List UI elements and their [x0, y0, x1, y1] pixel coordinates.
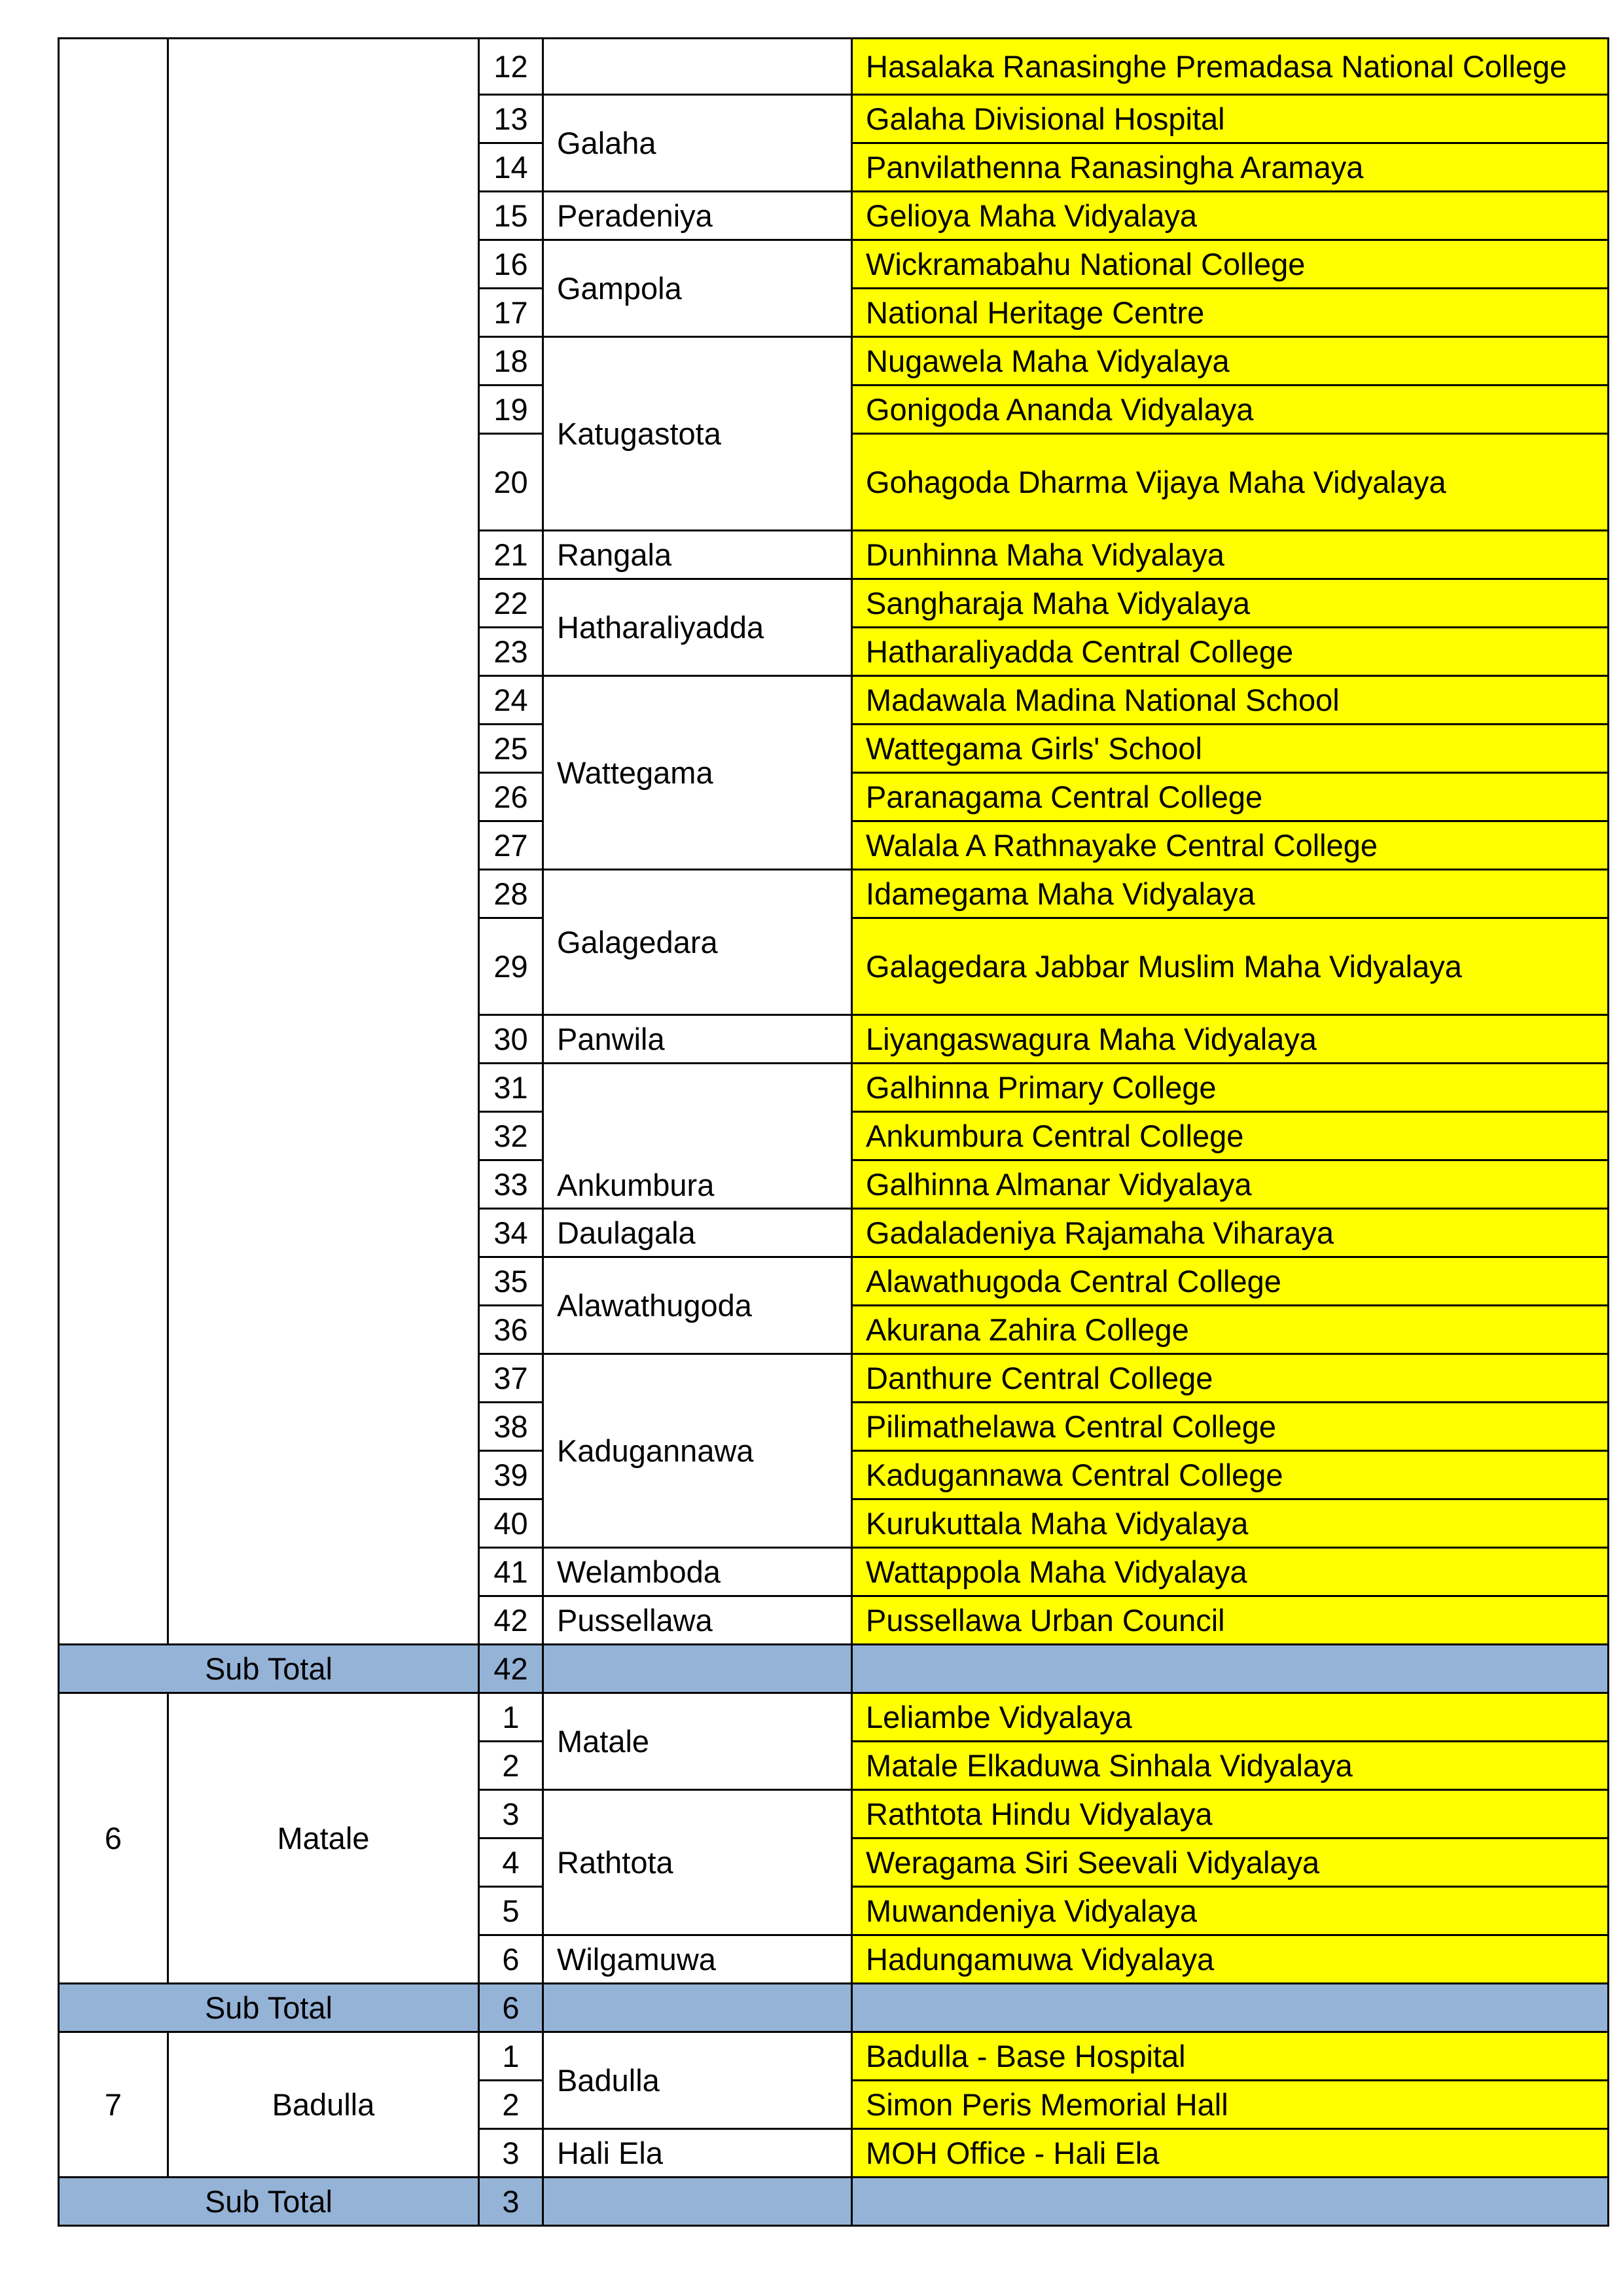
row-number: 1 — [479, 1693, 543, 1742]
location-cell: Galagedara Jabbar Muslim Maha Vidyalaya — [852, 918, 1609, 1015]
place-cell: Wattegama — [543, 676, 852, 870]
place-cell: Welamboda — [543, 1548, 852, 1596]
row-number: 13 — [479, 95, 543, 143]
location-cell: Walala A Rathnayake Central College — [852, 821, 1609, 870]
location-cell: Sangharaja Maha Vidyalaya — [852, 579, 1609, 628]
row-number: 34 — [479, 1209, 543, 1257]
location-cell: Hadungamuwa Vidyalaya — [852, 1935, 1609, 1984]
location-cell: Hasalaka Ranasinghe Premadasa National College — [852, 39, 1609, 95]
location-cell: Wattegama Girls' School — [852, 725, 1609, 773]
location-cell: Wattappola Maha Vidyalaya — [852, 1548, 1609, 1596]
row-number: 17 — [479, 289, 543, 337]
subtotal-blank — [543, 1984, 852, 2032]
place-cell: Pussellawa — [543, 1596, 852, 1645]
location-cell: Panvilathenna Ranasingha Aramaya — [852, 143, 1609, 192]
row-number: 40 — [479, 1499, 543, 1548]
place-cell — [543, 1064, 852, 1209]
subtotal-blank — [852, 1984, 1609, 2032]
location-cell: MOH Office - Hali Ela — [852, 2129, 1609, 2178]
row-number: 16 — [479, 240, 543, 289]
place-cell: Badulla — [543, 2032, 852, 2129]
row-number: 3 — [479, 1790, 543, 1839]
row-number: 22 — [479, 579, 543, 628]
row-number: 38 — [479, 1403, 543, 1451]
location-cell: Gelioya Maha Vidyalaya — [852, 192, 1609, 240]
row-number: 21 — [479, 531, 543, 579]
location-cell: Ankumbura Central College — [852, 1112, 1609, 1160]
location-cell: Galhinna Primary College — [852, 1064, 1609, 1112]
location-cell: Hatharaliyadda Central College — [852, 628, 1609, 676]
location-cell: Akurana Zahira College — [852, 1306, 1609, 1354]
centers-table — [58, 37, 1609, 2227]
row-number: 36 — [479, 1306, 543, 1354]
subtotal-label: Sub Total — [59, 2178, 479, 2226]
row-number: 5 — [479, 1887, 543, 1935]
district-name-cell — [168, 39, 479, 1645]
subtotal-row — [59, 1984, 1609, 2032]
location-cell: Gohagoda Dharma Vijaya Maha Vidyalaya — [852, 434, 1609, 531]
row-number: 6 — [479, 1935, 543, 1984]
location-cell: Madawala Madina National School — [852, 676, 1609, 725]
place-cell: Matale — [543, 1693, 852, 1790]
place-cell: Daulagala — [543, 1209, 852, 1257]
location-cell: Matale Elkaduwa Sinhala Vidyalaya — [852, 1742, 1609, 1790]
location-cell: Galhinna Almanar Vidyalaya — [852, 1160, 1609, 1209]
row-number: 18 — [479, 337, 543, 386]
row-number: 4 — [479, 1839, 543, 1887]
row-number: 2 — [479, 2081, 543, 2129]
subtotal-count: 6 — [479, 1984, 543, 2032]
subtotal-blank — [543, 2178, 852, 2226]
location-cell: Alawathugoda Central College — [852, 1257, 1609, 1306]
location-cell: Danthure Central College — [852, 1354, 1609, 1403]
location-cell: Dunhinna Maha Vidyalaya — [852, 531, 1609, 579]
location-cell: Pussellawa Urban Council — [852, 1596, 1609, 1645]
subtotal-label: Sub Total — [59, 1984, 479, 2032]
place-cell: Alawathugoda — [543, 1257, 852, 1354]
location-cell: Liyangaswagura Maha Vidyalaya — [852, 1015, 1609, 1064]
row-number: 33 — [479, 1160, 543, 1209]
location-cell: Idamegama Maha Vidyalaya — [852, 870, 1609, 918]
district-name-cell: Matale — [168, 1693, 479, 1984]
row-number: 30 — [479, 1015, 543, 1064]
row-number: 32 — [479, 1112, 543, 1160]
row-number: 37 — [479, 1354, 543, 1403]
subtotal-blank — [852, 1645, 1609, 1693]
row-number: 28 — [479, 870, 543, 918]
row-number: 29 — [479, 918, 543, 1015]
district-number-cell: 7 — [59, 2032, 168, 2178]
place-cell: Panwila — [543, 1015, 852, 1064]
row-number: 24 — [479, 676, 543, 725]
location-cell: Muwandeniya Vidyalaya — [852, 1887, 1609, 1935]
location-cell: Wickramabahu National College — [852, 240, 1609, 289]
subtotal-row — [59, 1645, 1609, 1693]
table-row — [59, 1693, 1609, 1742]
place-cell: Gampola — [543, 240, 852, 337]
place-cell: Rangala — [543, 531, 852, 579]
location-cell: Gonigoda Ananda Vidyalaya — [852, 386, 1609, 434]
location-cell: National Heritage Centre — [852, 289, 1609, 337]
row-number: 19 — [479, 386, 543, 434]
row-number: 14 — [479, 143, 543, 192]
row-number: 25 — [479, 725, 543, 773]
row-number: 2 — [479, 1742, 543, 1790]
place-label: Ankumbura — [557, 1168, 715, 1202]
place-cell: Galagedara — [543, 870, 852, 1015]
location-cell: Badulla - Base Hospital — [852, 2032, 1609, 2081]
subtotal-count: 3 — [479, 2178, 543, 2226]
location-cell: Paranagama Central College — [852, 773, 1609, 821]
row-number: 31 — [479, 1064, 543, 1112]
row-number: 26 — [479, 773, 543, 821]
place-cell: Kadugannawa — [543, 1354, 852, 1548]
subtotal-blank — [852, 2178, 1609, 2226]
row-number: 20 — [479, 434, 543, 531]
district-name-cell: Badulla — [168, 2032, 479, 2178]
place-cell: Wilgamuwa — [543, 1935, 852, 1984]
location-cell: Kurukuttala Maha Vidyalaya — [852, 1499, 1609, 1548]
location-cell: Pilimathelawa Central College — [852, 1403, 1609, 1451]
place-cell: Katugastota — [543, 337, 852, 531]
place-cell: Hatharaliyadda — [543, 579, 852, 676]
place-cell: Galaha — [543, 95, 852, 192]
row-number: 15 — [479, 192, 543, 240]
row-number: 41 — [479, 1548, 543, 1596]
row-number: 3 — [479, 2129, 543, 2178]
location-cell: Kadugannawa Central College — [852, 1451, 1609, 1499]
location-cell: Rathtota Hindu Vidyalaya — [852, 1790, 1609, 1839]
row-number: 23 — [479, 628, 543, 676]
location-cell: Nugawela Maha Vidyalaya — [852, 337, 1609, 386]
place-cell: Hali Ela — [543, 2129, 852, 2178]
table-row — [59, 39, 1609, 95]
row-number: 12 — [479, 39, 543, 95]
subtotal-label: Sub Total — [59, 1645, 479, 1693]
location-cell: Galaha Divisional Hospital — [852, 95, 1609, 143]
row-number: 39 — [479, 1451, 543, 1499]
row-number: 1 — [479, 2032, 543, 2081]
district-number-cell: 6 — [59, 1693, 168, 1984]
district-number-cell — [59, 39, 168, 1645]
place-cell: Rathtota — [543, 1790, 852, 1935]
location-cell: Gadaladeniya Rajamaha Viharaya — [852, 1209, 1609, 1257]
subtotal-row — [59, 2178, 1609, 2226]
location-cell: Weragama Siri Seevali Vidyalaya — [852, 1839, 1609, 1887]
row-number: 27 — [479, 821, 543, 870]
location-cell: Leliambe Vidyalaya — [852, 1693, 1609, 1742]
subtotal-blank — [543, 1645, 852, 1693]
place-cell — [543, 39, 852, 95]
location-cell: Simon Peris Memorial Hall — [852, 2081, 1609, 2129]
place-cell: Peradeniya — [543, 192, 852, 240]
row-number: 35 — [479, 1257, 543, 1306]
table-row — [59, 2032, 1609, 2081]
row-number: 42 — [479, 1596, 543, 1645]
subtotal-count: 42 — [479, 1645, 543, 1693]
